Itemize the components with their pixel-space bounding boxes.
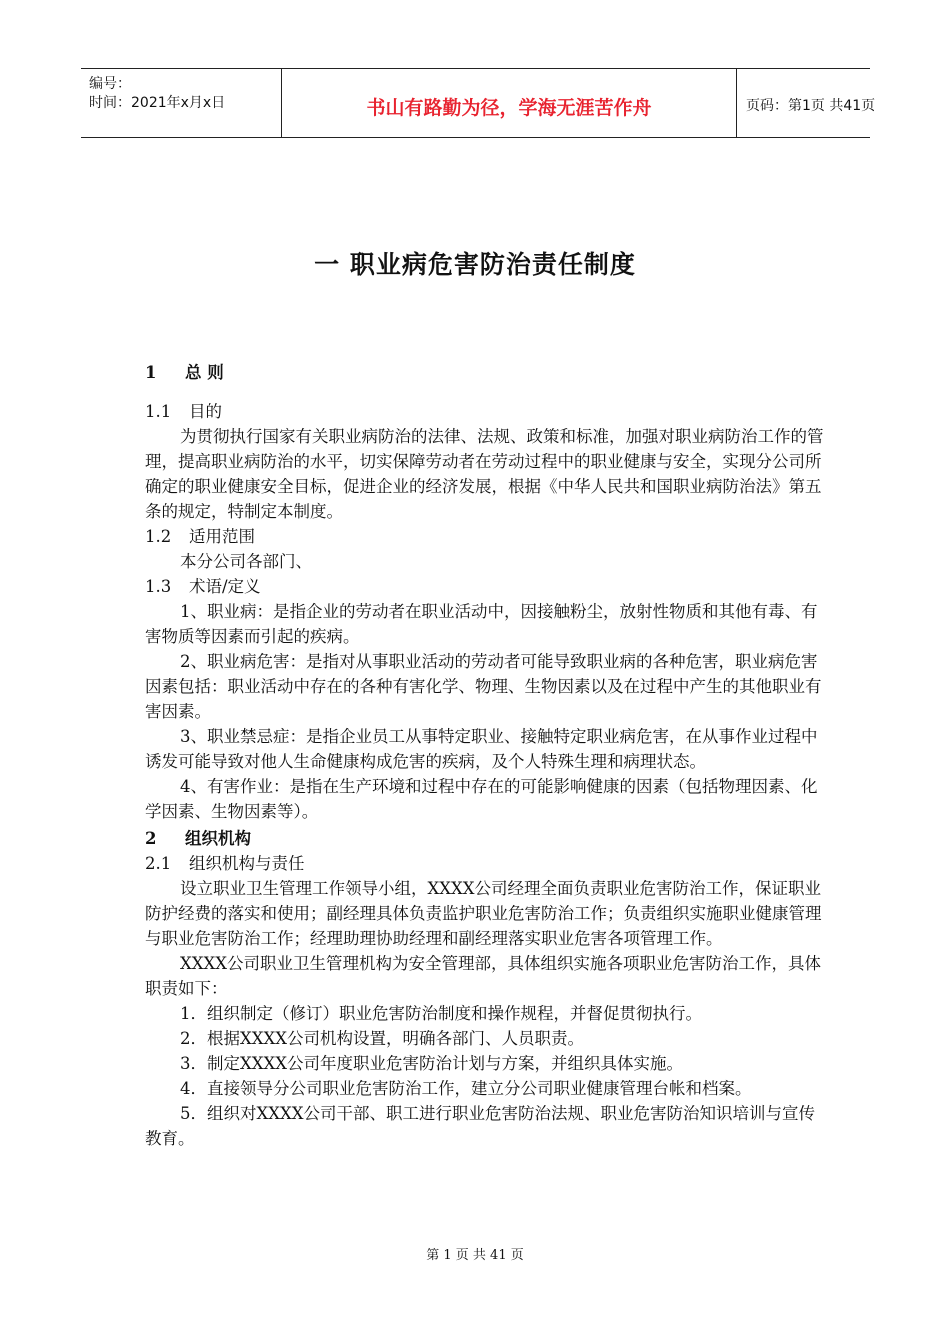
definition-item: 1、职业病：是指企业的劳动者在职业活动中，因接触粉尘，放射性物质和其他有毒、有害物质等因素而引起的疾病。 bbox=[145, 602, 818, 646]
paragraph: XXXX公司职业卫生管理机构为安全管理部，具体组织实施各项职业危害防治工作，具体职责如下： bbox=[145, 954, 821, 998]
definition-item: 2、职业病危害：是指对从事职业活动的劳动者可能导致职业病的各种危害，职业病危害因素包括：职业活动中存在的各种有害化学、物理、生物因素以及在过程中产生的其他职业有害因素。 bbox=[145, 652, 822, 721]
page-header bbox=[81, 68, 876, 138]
definition-item: 3、职业禁忌症：是指企业员工从事特定职业、接触特定职业病危害，在从事作业过程中诱发可能导致对他人生命健康构成危害的疾病，及个人特殊生理和病理状态。 bbox=[145, 727, 818, 771]
definition-item: 4、有害作业：是指在生产环境和过程中存在的可能影响健康的因素（包括物理因素、化学因素、生物因素等）。 bbox=[145, 777, 818, 821]
list-item: 5．组织对XXXX公司干部、职工进行职业危害防治法规、职业危害防治知识培训与宣传教育。 bbox=[145, 1104, 815, 1148]
section-2-1-heading: 2.1 组织机构与责任 bbox=[145, 854, 305, 873]
section-1-1-text: 为贯彻执行国家有关职业病防治的法律、法规、政策和标准，加强对职业病防治工作的管理，提高职业病防治的水平，切实保障劳动者在劳动过程中的职业健康与安全，实现分公司所确定的职业健康安全目标，促进企业的经济发展，根据《中华人民共和国职业病防治法》第五条的规定，特制定本制度。 bbox=[145, 427, 824, 521]
section-1-2-heading: 1.2 适用范围 bbox=[145, 527, 255, 546]
code-label: 编号： bbox=[89, 76, 131, 92]
section-2-heading: 2 组织机构 bbox=[145, 829, 251, 848]
paragraph: 设立职业卫生管理工作领导小组，XXXX公司经理全面负责职业危害防治工作，保证职业防护经费的落实和使用；副经理具体负责监护职业危害防治工作；负责组织实施职业健康管理与职业危害防治工作；经理助理协助经理和副经理落实职业危害各项管理工作。 bbox=[145, 879, 822, 948]
section-1-3-heading: 1.3 术语/定义 bbox=[145, 577, 261, 596]
list-item: 4．直接领导分公司职业危害防治工作，建立分公司职业健康管理台帐和档案。 bbox=[180, 1079, 752, 1098]
time-label: 时间：2021年x月x日 bbox=[89, 95, 226, 111]
section-1-heading: 1 总 则 bbox=[145, 363, 224, 382]
list-item: 2．根据XXXX公司机构设置，明确各部门、人员职责。 bbox=[180, 1029, 584, 1048]
header-page-cell bbox=[736, 69, 876, 137]
list-item: 1．组织制定（修订）职业危害防治制度和操作规程，并督促贯彻执行。 bbox=[180, 1004, 702, 1023]
document-body bbox=[145, 358, 825, 1151]
list-item: 3．制定XXXX公司年度职业危害防治计划与方案，并组织具体实施。 bbox=[180, 1054, 683, 1073]
page-footer: 第 1 页 共 41 页 bbox=[426, 1248, 524, 1263]
page-info: 页码：第1页 共41页 bbox=[746, 98, 876, 114]
section-1-1-heading: 1.1 目的 bbox=[145, 402, 222, 421]
motto: 书山有路勤为径，学海无涯苦作舟 bbox=[366, 97, 652, 119]
section-1-2-text: 本分公司各部门、 bbox=[180, 552, 312, 571]
header-meta bbox=[81, 69, 281, 143]
document-title: 一 职业病危害防治责任制度 bbox=[314, 250, 636, 279]
header-motto-cell bbox=[281, 69, 737, 137]
